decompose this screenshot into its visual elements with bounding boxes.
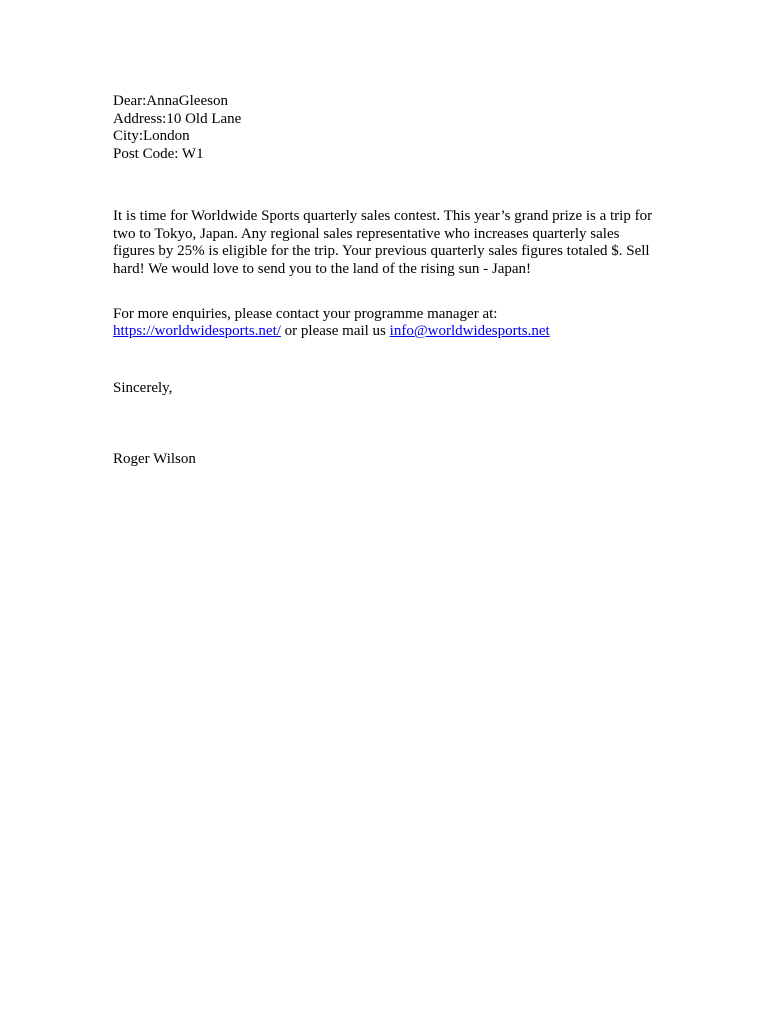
recipient-address-block	[113, 93, 661, 164]
body-paragraph: It is time for Worldwide Sports quarterly sales contest. This year’s grand prize is a trip for two to Tokyo, Japan. Any regional sales representative who increases quarterly sales figures by 25% is eligible for the trip. Your previous quarterly sales figures totaled $. Sell hard! We would love to send you to the land of the rising sun - Japan!	[113, 207, 653, 277]
letter-page	[113, 93, 661, 468]
contact-middle-text: or please mail us	[280, 323, 390, 340]
contact-paragraph	[113, 306, 661, 341]
recipient-name: Dear:AnnaGleeson	[113, 93, 228, 109]
closing: Sincerely,	[113, 380, 173, 397]
signature-name: Roger Wilson	[113, 450, 196, 467]
recipient-post-code: Post Code: W1	[113, 146, 204, 163]
email-link[interactable]: info@worldwidesports.net	[389, 323, 550, 340]
website-link[interactable]: https://worldwidesports.net/	[113, 323, 281, 340]
recipient-city: City:London	[113, 128, 190, 145]
contact-intro: For more enquiries, please contact your programme manager at:	[113, 305, 498, 322]
contact-line	[113, 323, 661, 341]
recipient-address: Address:10 Old Lane	[113, 110, 242, 127]
